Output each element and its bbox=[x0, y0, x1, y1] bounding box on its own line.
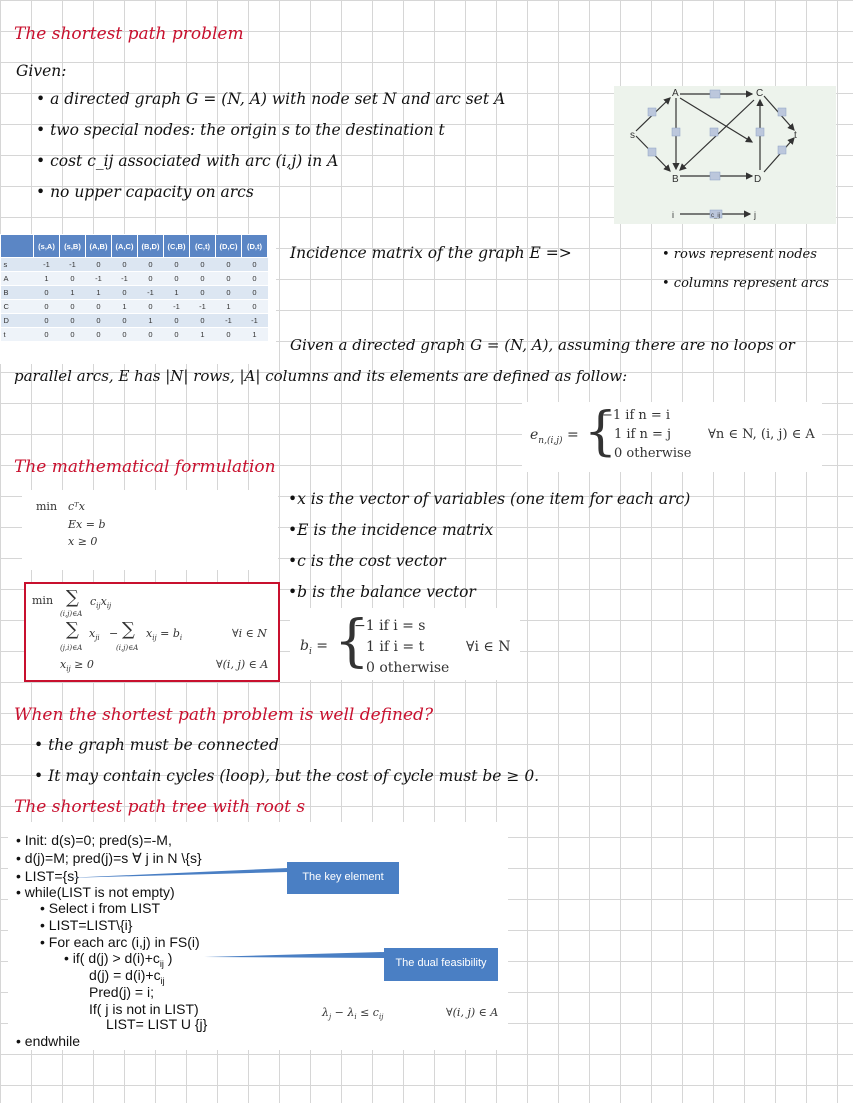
algo-line-ifnot: If( j is not in LIST) bbox=[89, 1001, 199, 1017]
eq-e-quantifier: ∀n ∈ N, (i, j) ∈ A bbox=[708, 427, 815, 442]
node-D: D bbox=[754, 174, 762, 185]
cols-note: • columns represent arcs bbox=[662, 276, 830, 291]
table-cell: 0 bbox=[216, 258, 242, 272]
table-cell: 0 bbox=[216, 286, 242, 300]
table-cell: 1 bbox=[216, 300, 242, 314]
eq-b-lhs: $b_i$ = bbox=[300, 638, 329, 657]
bullet-text: cost c_ij associated with arc (i,j) in A bbox=[50, 152, 339, 170]
lp2-nonneg-rel: ≥ 0 bbox=[74, 658, 94, 671]
lp2-min: min bbox=[32, 594, 54, 607]
rows-note: • rows represent nodes bbox=[662, 247, 817, 262]
node-t: t bbox=[794, 130, 797, 141]
eq-e-case-2: 1 if n = j bbox=[614, 427, 672, 442]
column-header: (A,B) bbox=[86, 235, 112, 258]
dual-j: j bbox=[328, 1013, 332, 1022]
bullet-directed-graph: • a directed graph G = (N, A) with node set N and arc set A bbox=[36, 90, 506, 108]
lp2-nonneg-x: x bbox=[60, 658, 67, 671]
table-cell: 0 bbox=[190, 314, 216, 328]
lp2-b-sub: i bbox=[179, 634, 183, 643]
lp2-c: c bbox=[90, 595, 97, 608]
bullet-special-nodes: • two special nodes: the origin s to the destination t bbox=[36, 121, 445, 139]
incidence-paragraph-1: Given a directed graph G = (N, A), assuming there are no loops or bbox=[290, 336, 795, 354]
algo-line-list: • LIST={s} bbox=[16, 868, 79, 884]
table-cell: -1 bbox=[216, 314, 242, 328]
algo-assign-sub: ij bbox=[160, 975, 165, 986]
lp2-eq: = b bbox=[160, 627, 180, 640]
bullet-text: no upper capacity on arcs bbox=[50, 183, 254, 201]
table-cell: 0 bbox=[216, 272, 242, 286]
dual-quantifier: ∀(i, j) ∈ A bbox=[446, 1006, 499, 1019]
row-label: B bbox=[1, 286, 34, 300]
lp1-min: min bbox=[36, 500, 58, 513]
table-cell: 0 bbox=[190, 272, 216, 286]
lp2-sum-in: ∑ bbox=[66, 619, 79, 640]
table-cell: 0 bbox=[60, 314, 86, 328]
algo-line-endwhile: • endwhile bbox=[16, 1033, 81, 1049]
table-cell: 0 bbox=[242, 258, 268, 272]
lp1-constraint-2: x ≥ 0 bbox=[68, 535, 98, 548]
node-B: B bbox=[672, 174, 679, 185]
formulation-bullet-c: •c is the cost vector bbox=[288, 552, 446, 570]
table-cell: -1 bbox=[34, 258, 60, 272]
table-cell: 0 bbox=[60, 328, 86, 342]
column-header: (C,t) bbox=[190, 235, 216, 258]
table-cell: 0 bbox=[86, 258, 112, 272]
row-label: A bbox=[1, 272, 34, 286]
column-header: (D,C) bbox=[216, 235, 242, 258]
eq-b-case-3: 0 otherwise bbox=[366, 660, 450, 676]
algo-assign-text: d(j) = d(i)+c bbox=[89, 967, 161, 983]
algo-if-close: ) bbox=[163, 950, 173, 966]
algo-line-append: LIST= LIST U {j} bbox=[106, 1016, 208, 1032]
table-cell: 0 bbox=[34, 328, 60, 342]
row-label: t bbox=[1, 328, 34, 342]
table-cell: 1 bbox=[60, 286, 86, 300]
table-cell: 0 bbox=[86, 328, 112, 342]
table-cell: 0 bbox=[34, 286, 60, 300]
legend-edge-label: c_ij bbox=[711, 213, 721, 219]
bullet-no-capacity: • no upper capacity on arcs bbox=[36, 183, 254, 201]
table-cell: 1 bbox=[242, 328, 268, 342]
table-cell: 0 bbox=[164, 328, 190, 342]
table-cell: 1 bbox=[164, 286, 190, 300]
lp2-sum-in-sub: (j,i)∈A bbox=[60, 644, 83, 652]
lp2-sum-obj: ∑ bbox=[66, 587, 79, 608]
table-cell: 0 bbox=[86, 300, 112, 314]
table-cell: 0 bbox=[60, 300, 86, 314]
lp2-c-sub: ij bbox=[96, 602, 101, 611]
eq-e-symbol: e bbox=[530, 427, 539, 443]
table-cell: 0 bbox=[164, 258, 190, 272]
dual-rel: ≤ c bbox=[356, 1006, 379, 1019]
lp2-quantifier-1: ∀i ∈ N bbox=[232, 627, 267, 640]
bullet-text: two special nodes: the origin s to the destination t bbox=[50, 121, 445, 139]
callout-pointer-dual bbox=[204, 952, 384, 958]
column-header: (C,B) bbox=[164, 235, 190, 258]
dual-i: i bbox=[354, 1013, 357, 1022]
lp2-sum-out: ∑ bbox=[122, 619, 135, 640]
table-cell: 1 bbox=[190, 328, 216, 342]
node-A: A bbox=[672, 88, 679, 99]
lp2-xij: x bbox=[146, 627, 153, 640]
table-cell: 1 bbox=[34, 272, 60, 286]
eq-e-lhs: $e_{n,(i,j)}$ = bbox=[530, 427, 579, 446]
legend-node-j: j bbox=[754, 210, 756, 220]
section-title-shortest-path-tree: The shortest path tree with root s bbox=[14, 797, 306, 817]
column-header: (A,C) bbox=[112, 235, 138, 258]
algo-if-text: • if( d(j) > d(i)+c bbox=[64, 950, 160, 966]
table-cell: 1 bbox=[138, 314, 164, 328]
table-cell: 1 bbox=[86, 286, 112, 300]
lp2-x: x bbox=[100, 595, 107, 608]
algo-line-while: • while(LIST is not empty) bbox=[16, 884, 175, 900]
node-C: C bbox=[756, 88, 764, 99]
table-cell: 0 bbox=[190, 258, 216, 272]
lp2-sum-obj-sub: (i,j)∈A bbox=[60, 610, 83, 618]
bullet-cost: • cost c_ij associated with arc (i,j) in A bbox=[36, 152, 339, 170]
incidence-paragraph-2: parallel arcs, E has |N| rows, |A| columns and its elements are defined as follow: bbox=[14, 367, 628, 385]
row-label: C bbox=[1, 300, 34, 314]
table-cell: 0 bbox=[164, 314, 190, 328]
table-cell: 0 bbox=[242, 286, 268, 300]
algo-line-remove: • LIST=LIST\{i} bbox=[40, 917, 133, 933]
eq-b-symbol: b bbox=[300, 638, 309, 654]
bullet-cycles: • It may contain cycles (loop), but the cost of cycle must be ≥ 0. bbox=[34, 767, 540, 785]
table-cell: 0 bbox=[60, 272, 86, 286]
eq-b-case-1: −1 if i = s bbox=[354, 618, 426, 634]
algo-line-foreach: • For each arc (i,j) in FS(i) bbox=[40, 934, 200, 950]
table-cell: 0 bbox=[138, 272, 164, 286]
lp2-quantifier-2: ∀(i, j) ∈ A bbox=[216, 658, 269, 671]
column-header: (B,D) bbox=[138, 235, 164, 258]
table-cell: -1 bbox=[242, 314, 268, 328]
eq-e-brace: { bbox=[584, 402, 618, 462]
table-cell: -1 bbox=[138, 286, 164, 300]
algo-line-init: • Init: d(s)=0; pred(s)=-M, bbox=[16, 832, 172, 848]
eq-b-subscript: i bbox=[308, 646, 312, 657]
algo-line-select: • Select i from LIST bbox=[40, 900, 161, 916]
table-cell: 0 bbox=[112, 328, 138, 342]
lp2-xji: x bbox=[89, 627, 96, 640]
table-cell: -1 bbox=[86, 272, 112, 286]
section-title-shortest-path: The shortest path problem bbox=[14, 24, 244, 44]
table-cell: 0 bbox=[138, 328, 164, 342]
node-s: s bbox=[630, 130, 635, 141]
table-cell: 0 bbox=[112, 314, 138, 328]
eq-b-quantifier: ∀i ∈ N bbox=[466, 639, 511, 655]
table-cell: 0 bbox=[138, 300, 164, 314]
lp2-xij-sub: ij bbox=[152, 634, 157, 643]
formulation-bullet-E: •E is the incidence matrix bbox=[288, 521, 494, 539]
table-cell: 0 bbox=[112, 258, 138, 272]
section-title-well-defined: When the shortest path problem is well defined? bbox=[14, 705, 434, 725]
table-cell: 0 bbox=[242, 272, 268, 286]
algo-if-sub: ij bbox=[159, 958, 164, 969]
dual-sub: ij bbox=[378, 1013, 384, 1022]
given-label: Given: bbox=[16, 62, 67, 80]
eq-e-subscript: n,(i,j) bbox=[538, 435, 563, 446]
table-cell: 0 bbox=[112, 286, 138, 300]
table-cell: 0 bbox=[138, 258, 164, 272]
table-cell: 0 bbox=[190, 286, 216, 300]
table-cell: 0 bbox=[164, 272, 190, 286]
algo-line-init-2: • d(j)=M; pred(j)=s ∀ j in N \{s} bbox=[16, 850, 202, 866]
lp2-nonneg-sub: ij bbox=[66, 665, 71, 674]
column-header: (s,A) bbox=[34, 235, 60, 258]
table-cell: 0 bbox=[216, 328, 242, 342]
column-header: (s,B) bbox=[60, 235, 86, 258]
eq-b-case-2: 1 if i = t bbox=[366, 639, 425, 655]
table-cell: 0 bbox=[34, 314, 60, 328]
lp2-x-sub: ij bbox=[106, 602, 112, 611]
table-cell: 0 bbox=[242, 300, 268, 314]
eq-b-brace: { bbox=[334, 609, 370, 674]
dual-lambda-j: λ bbox=[322, 1006, 329, 1019]
lp2-sum-out-sub: (i,j)∈A bbox=[116, 644, 139, 652]
lp1-objective: cᵀx bbox=[68, 500, 85, 513]
column-header: (D,t) bbox=[242, 235, 268, 258]
table-cell: 1 bbox=[112, 300, 138, 314]
eq-e-case-1: −1 if n = i bbox=[602, 408, 671, 423]
lp1-constraint-1: Ex = b bbox=[68, 518, 106, 531]
row-label: s bbox=[1, 258, 34, 272]
algo-line-pred: Pred(j) = i; bbox=[89, 984, 154, 1000]
bullet-connected: • the graph must be connected bbox=[34, 736, 279, 754]
eq-e-case-3: 0 otherwise bbox=[614, 446, 692, 461]
section-title-formulation: The mathematical formulation bbox=[14, 457, 276, 477]
callout-dual-feasibility: The dual feasibility bbox=[384, 948, 498, 981]
lp2-xji-sub: ji bbox=[95, 634, 100, 643]
table-cell: -1 bbox=[112, 272, 138, 286]
callout-key-element: The key element bbox=[287, 862, 399, 894]
legend-node-i: i bbox=[672, 210, 674, 220]
table-cell: -1 bbox=[164, 300, 190, 314]
table-cell: -1 bbox=[60, 258, 86, 272]
table-cell: 0 bbox=[86, 314, 112, 328]
row-label: D bbox=[1, 314, 34, 328]
formulation-bullet-x: •x is the vector of variables (one item for each arc) bbox=[288, 490, 691, 508]
table-cell: -1 bbox=[190, 300, 216, 314]
lp2-minus: − bbox=[109, 627, 119, 640]
incidence-heading: Incidence matrix of the graph E => bbox=[290, 244, 572, 262]
formulation-bullet-b: •b is the balance vector bbox=[288, 583, 476, 601]
table-cell: 0 bbox=[34, 300, 60, 314]
dual-minus: − λ bbox=[331, 1006, 355, 1019]
bullet-text: a directed graph G = (N, A) with node set N and arc set A bbox=[50, 90, 506, 108]
callout-pointer-key bbox=[64, 868, 288, 878]
